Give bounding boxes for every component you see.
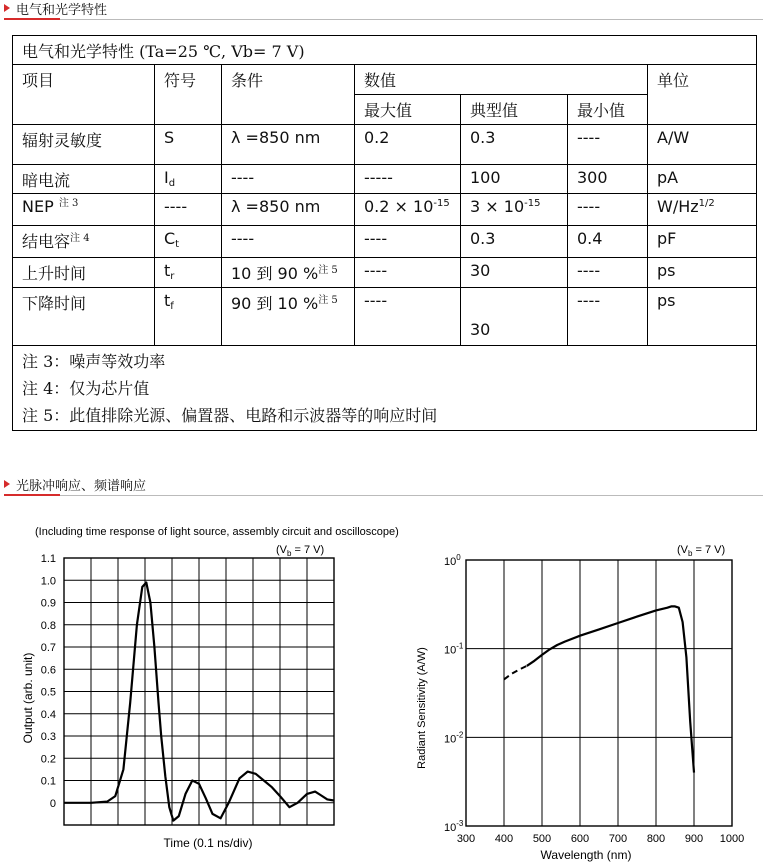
triangle-bullet-icon: [4, 480, 10, 488]
cell-min: ----: [568, 194, 648, 226]
cell-max: ----: [355, 288, 461, 346]
cell-max: -----: [355, 165, 461, 194]
cell-unit: [648, 194, 757, 226]
x-axis-label: Wavelength (nm): [540, 848, 632, 862]
table-row: [13, 226, 757, 258]
cell-min: 300: [568, 165, 648, 194]
cell-typ: 0.3: [461, 226, 568, 258]
cell-condition: [222, 288, 355, 346]
spectral-response-chart: [405, 518, 763, 867]
cell-unit: ps: [648, 258, 757, 288]
divider: [60, 19, 763, 20]
y-tick-label: 0.3: [40, 731, 56, 743]
value-base: 3 × 10: [470, 197, 525, 216]
cell-typ: [461, 194, 568, 226]
note-ref: 注 4: [70, 233, 90, 244]
cell-typ: 0.3: [461, 125, 568, 165]
cell-unit: ps: [648, 288, 757, 346]
item-text: NEP: [22, 197, 54, 216]
triangle-bullet-icon: [4, 4, 10, 12]
note-4: 注 4：仅为芯片值: [22, 379, 150, 398]
value-exp: -15: [433, 198, 450, 209]
y-tick-label: 0.8: [40, 619, 56, 632]
cond-suffix: = 7 V): [692, 544, 726, 556]
cell-condition: ----: [222, 165, 355, 194]
divider: [60, 495, 763, 496]
x-tick-label: 400: [494, 833, 514, 845]
section-header-response: [0, 476, 763, 496]
y-tick-label: 0.2: [40, 753, 56, 766]
symbol-sub: t: [175, 239, 180, 250]
cell-unit: pF: [648, 226, 757, 258]
cond-suffix: = 7 V): [291, 544, 325, 556]
cond-prefix: (V: [677, 544, 688, 556]
cell-min: 0.4: [568, 226, 648, 258]
note-ref: 注 3: [58, 198, 79, 209]
y-tick-label: 1.0: [40, 575, 56, 588]
header-typ: 典型值: [461, 95, 568, 125]
y-tick-label: 0.4: [40, 708, 56, 721]
header-symbol: 符号: [155, 65, 222, 125]
y-tick-label: 0.5: [40, 686, 56, 699]
item-text: 结电容: [22, 232, 71, 251]
unit-exp: 1/2: [698, 198, 715, 209]
cell-min: ----: [568, 288, 648, 346]
cell-symbol: ----: [155, 194, 222, 226]
x-axis-label: Time (0.1 ns/div): [163, 836, 253, 850]
header-condition: 条件: [222, 65, 355, 125]
cell-max: ----: [355, 258, 461, 288]
y-axis-label: Radiant Sensitivity (A/W): [416, 647, 428, 769]
y-tick-label: $10^0$: [444, 553, 461, 568]
table-row: [13, 165, 757, 194]
y-tick-label: $10^{-3}$: [444, 819, 464, 834]
cell-item: [13, 194, 155, 226]
x-tick-label: 800: [646, 833, 666, 845]
x-tick-label: 900: [684, 833, 704, 845]
cell-condition: λ =850 nm: [222, 194, 355, 226]
y-tick-label: 0.1: [40, 775, 56, 788]
cell-max: ----: [355, 226, 461, 258]
header-min: 最小值: [568, 95, 648, 125]
cond-text: 90 到 10 %: [231, 294, 319, 313]
y-tick-label: $10^{-1}$: [444, 641, 464, 657]
unit-base: W/Hz: [657, 197, 699, 216]
cell-max: 0.2: [355, 125, 461, 165]
y-tick-label: 0.6: [40, 664, 56, 677]
cell-condition: [222, 258, 355, 288]
note-3: 注 3：噪声等效功率: [22, 352, 166, 371]
symbol-main: t: [164, 261, 171, 280]
value-exp: -15: [524, 198, 541, 209]
symbol-main: t: [164, 291, 171, 310]
cell-item: 辐射灵敏度: [13, 125, 155, 165]
cell-unit: pA: [648, 165, 757, 194]
cond-prefix: (V: [276, 544, 287, 556]
cell-typ: 100: [461, 165, 568, 194]
plot-frame: [466, 560, 732, 826]
cell-typ: 30: [461, 258, 568, 288]
y-tick-label: 1.1: [40, 553, 56, 565]
cond-sub: b: [688, 549, 693, 558]
table-row: [13, 125, 757, 165]
y-tick-label: 0: [49, 797, 56, 810]
note-5: 注 5：此值排除光源、偏置器、电路和示波器等的响应时间: [22, 406, 438, 425]
header-max: 最大值: [355, 95, 461, 125]
note-ref: 注 5: [318, 295, 338, 306]
section-title: 电气和光学特性: [16, 3, 108, 18]
value-base: 0.2 × 10: [364, 197, 434, 216]
symbol-sub: r: [170, 271, 175, 282]
x-tick-label: 600: [570, 833, 590, 845]
y-axis-label: Output (arb. unit): [21, 652, 35, 744]
cell-condition: ----: [222, 226, 355, 258]
sensitivity-curve-dashed: [504, 666, 527, 680]
x-tick-label: 1000: [719, 833, 745, 845]
x-tick-label: 700: [608, 833, 628, 845]
cell-condition: λ =850 nm: [222, 125, 355, 165]
header-value: 数值: [355, 65, 648, 95]
section-title: 光脉冲响应、频谱响应: [16, 479, 147, 494]
cell-max: [355, 194, 461, 226]
table-row: [13, 194, 757, 226]
symbol-main: I: [164, 168, 169, 187]
cell-symbol: S: [155, 125, 222, 165]
sensitivity-curve: [527, 606, 694, 772]
cell-symbol: [155, 226, 222, 258]
cond-text: 10 到 90 %: [231, 264, 319, 283]
table-row: [13, 258, 757, 288]
cell-item: 下降时间: [13, 288, 155, 346]
table-caption: 电气和光学特性 (Ta=25 ℃, Vb= 7 V): [13, 36, 757, 65]
notes-row: [13, 346, 757, 431]
accent-underline: [4, 494, 60, 496]
note-ref: 注 5: [318, 265, 338, 276]
cell-item: 暗电流: [13, 165, 155, 194]
spec-table: [12, 35, 757, 431]
cell-min: ----: [568, 258, 648, 288]
symbol-sub: d: [168, 178, 176, 189]
header-item: 项目: [13, 65, 155, 125]
cell-item: 上升时间: [13, 258, 155, 288]
y-tick-label: 0.7: [40, 642, 56, 654]
section-header-electrical: [0, 0, 763, 20]
notes-cell: [13, 346, 757, 431]
cell-symbol: [155, 288, 222, 346]
cell-item: [13, 226, 155, 258]
accent-underline: [4, 18, 60, 20]
symbol-main: C: [164, 229, 176, 248]
header-unit: 单位: [648, 65, 757, 125]
cond-sub: b: [287, 549, 292, 558]
chart-caption: (Including time response of light source, assembly circuit and oscilloscope): [35, 526, 399, 538]
symbol-sub: f: [170, 301, 174, 312]
table-row: [13, 288, 757, 346]
cell-unit: A/W: [648, 125, 757, 165]
x-tick-label: 500: [532, 833, 552, 845]
chart-condition: [677, 544, 725, 558]
y-tick-label: $10^{-2}$: [444, 730, 464, 746]
y-tick-label: 0.9: [40, 597, 56, 610]
cell-typ: 30: [461, 288, 568, 346]
pulse-response-chart: [0, 518, 420, 867]
cell-symbol: [155, 258, 222, 288]
chart-condition: [276, 544, 324, 558]
x-tick-label: 300: [456, 833, 476, 845]
cell-min: ----: [568, 125, 648, 165]
cell-symbol: [155, 165, 222, 194]
